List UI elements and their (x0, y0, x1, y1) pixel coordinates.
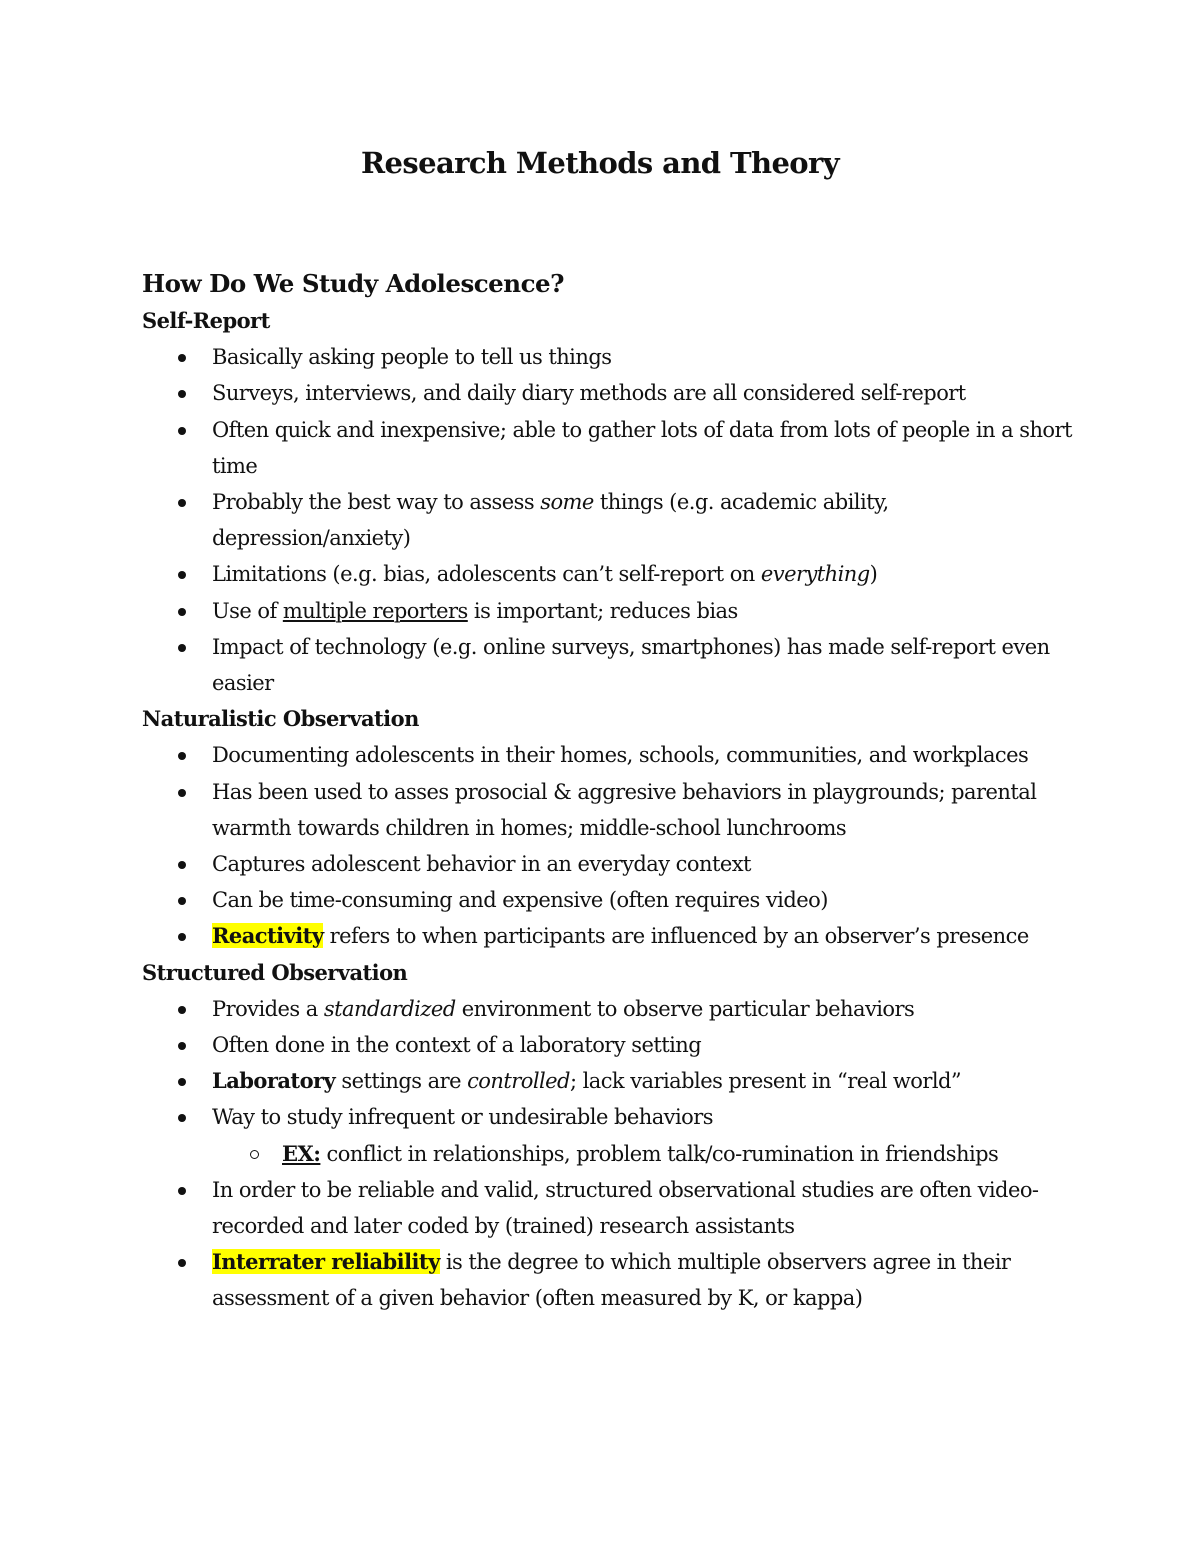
list-item (212, 1099, 1082, 1171)
text-run: Limitations (e.g. bias, adolescents can’t self-report on (212, 562, 761, 587)
text-run: environment to observe particular behaviors (455, 996, 915, 1021)
sub-list (212, 1136, 1082, 1172)
highlighted-term: Interrater reliability (212, 1249, 440, 1275)
list-item: Has been used to asses prosocial & aggresive behaviors in playgrounds; parental warmth towards children in homes; middle-school lunchrooms (212, 774, 1082, 846)
emphasis-text: everything (760, 562, 870, 587)
text-run: conflict in relationships, problem talk/co-rumination in friendships (320, 1141, 999, 1166)
list-item (212, 484, 1082, 556)
list-item (212, 556, 1082, 592)
highlighted-term: Reactivity (212, 923, 324, 949)
example-label: EX: (282, 1140, 321, 1166)
list-item: Impact of technology (e.g. online surveys, smartphones) has made self-report even easier (212, 629, 1082, 701)
text-run: Use of (212, 598, 283, 623)
list-item (212, 1244, 1082, 1316)
list-item: Often quick and inexpensive; able to gather lots of data from lots of people in a short time (212, 412, 1082, 484)
page-title: Research Methods and Theory (361, 146, 839, 180)
sub-list-item (282, 1136, 1082, 1172)
naturalistic-heading: Naturalistic Observation (142, 706, 419, 732)
underlined-text: multiple reporters (282, 598, 468, 623)
text-run: Provides a (212, 996, 324, 1021)
list-item: Documenting adolescents in their homes, schools, communities, and workplaces (212, 737, 1082, 773)
list-item: Captures adolescent behavior in an everyday context (212, 846, 1082, 882)
list-item: Can be time-consuming and expensive (often requires video) (212, 882, 1082, 918)
bold-text: Laboratory (212, 1068, 336, 1094)
text-run: Way to study infrequent or undesirable behaviors (212, 1105, 713, 1130)
emphasis-text: some (540, 490, 594, 515)
text-run: is the degree to which multiple observers agree in their assessment of a given behavior (often measured by K, or kappa) (212, 1250, 1011, 1311)
structured-heading: Structured Observation (142, 959, 408, 985)
list-item: Basically asking people to tell us things (212, 339, 1082, 375)
text-run: settings are (335, 1069, 468, 1094)
text-run: refers to when participants are influenced by an observer’s presence (323, 924, 1029, 949)
list-item (212, 991, 1082, 1027)
list-item (212, 1063, 1082, 1099)
text-run: is important; reduces bias (467, 598, 738, 623)
emphasis-text: standardized (323, 996, 456, 1021)
naturalistic-list (142, 737, 1082, 954)
emphasis-text: controlled (467, 1069, 570, 1094)
text-run: ; lack variables present in “real world” (569, 1069, 962, 1094)
list-item (212, 593, 1082, 629)
self-report-heading: Self-Report (142, 308, 270, 333)
list-item: Surveys, interviews, and daily diary methods are all considered self-report (212, 375, 1082, 411)
structured-list (142, 991, 1082, 1317)
list-item (212, 918, 1082, 954)
text-run: things (e.g. academic ability, depression/anxiety) (212, 490, 889, 551)
text-run: Probably the best way to assess (212, 490, 541, 515)
list-item: Often done in the context of a laboratory setting (212, 1027, 1082, 1063)
document-body (142, 265, 1082, 1317)
section-heading: How Do We Study Adolescence? (142, 269, 564, 298)
self-report-list (142, 339, 1082, 701)
text-run: ) (869, 562, 878, 587)
list-item: In order to be reliable and valid, structured observational studies are often video-recorded and later coded by (trained) research assistants (212, 1172, 1082, 1244)
